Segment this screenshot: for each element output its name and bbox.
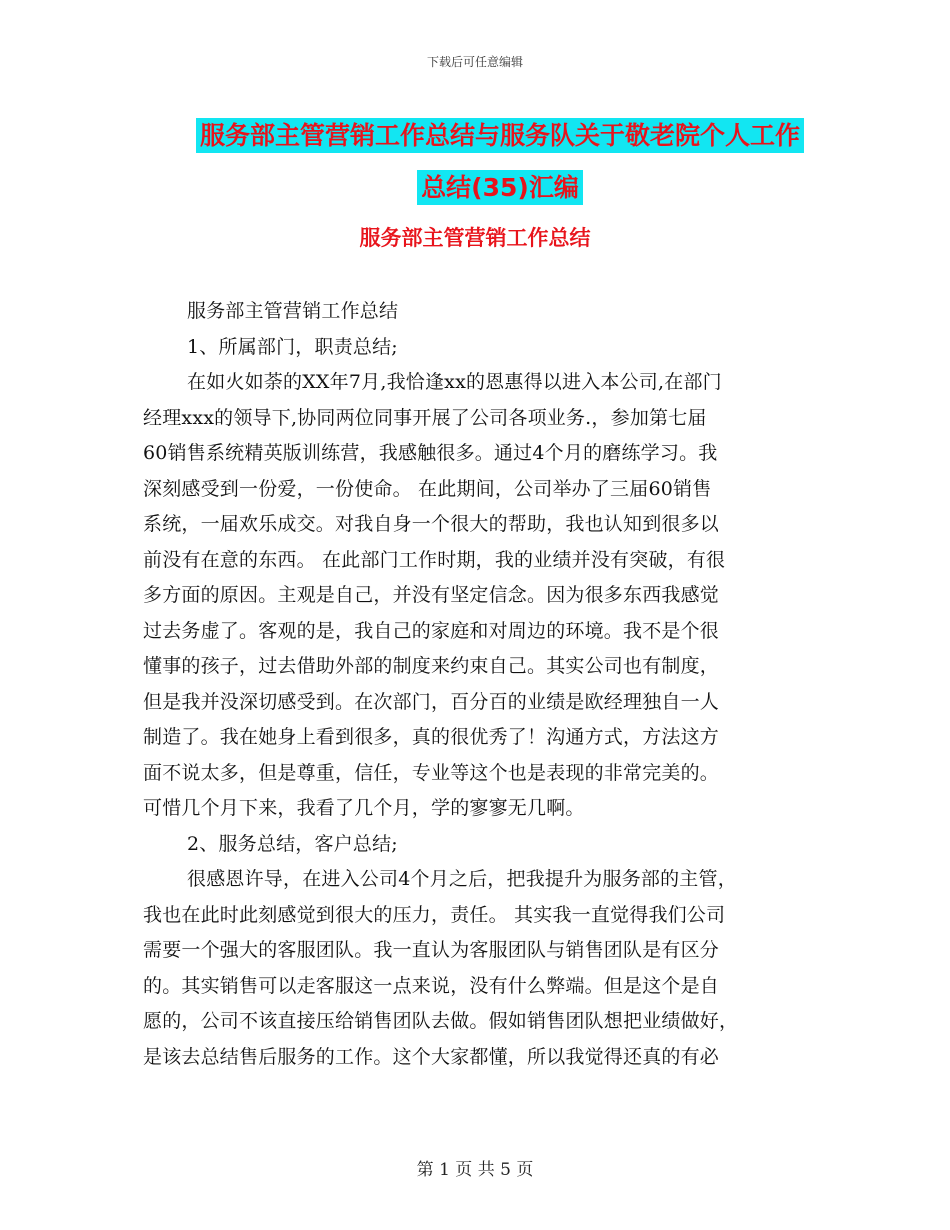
body-line: 懂事的孩子，过去借助外部的制度来约束自己。其实公司也有制度， [143,655,720,677]
body-line: 多方面的原因。主观是自己，并没有坚定信念。因为很多东西我感觉 [143,584,720,606]
body-line: 很感恩许导，在进入公司4个月之后，把我提升为服务部的主管， [187,868,737,890]
body-line: 但是我并没深切感受到。在次部门，百分百的业绩是欧经理独自一人 [143,690,720,713]
document-title-text: 服务部主管营销工作总结与服务队关于敬老院个人工作总结(35)汇编 [196,118,804,205]
body-line: 在如火如荼的XX年7月,我恰逢xx的恩惠得以进入本公司,在部门 [187,371,722,393]
body-line: 2、服务总结，客户总结; [187,832,398,855]
body-line: 深刻感受到一份爱，一份使命。 在此期间，公司举办了三届60销售 [143,477,712,500]
body-line: 需要一个强大的客服团队。我一直认为客服团队与销售团队是有区分 [143,939,720,961]
section-title: 服务部主管营销工作总结 [359,226,591,250]
document-body [143,294,808,1075]
body-line: 我也在此时此刻感觉到很大的压力，责任。 其实我一直觉得我们公司 [143,903,726,926]
body-line: 系统，一届欢乐成交。对我自身一个很大的帮助，我也认知到很多以 [143,513,720,535]
body-line: 愿的，公司不该直接压给销售团队去做。假如销售团队想把业绩做好， [143,1010,739,1032]
page-footer: 第 1 页 共 5 页 [416,1160,534,1180]
body-line: 可惜几个月下来，我看了几个月，学的寥寥无几啊。 [143,797,585,819]
body-line: 经理xxx的领导下,协同两位同事开展了公司各项业务.，参加第七届 [143,406,707,429]
body-line: 服务部主管营销工作总结 [187,300,399,322]
body-line: 制造了。我在她身上看到很多，真的很优秀了！沟通方式，方法这方 [143,726,720,748]
body-line: 60销售系统精英版训练营，我感触很多。通过4个月的磨练学习。我 [143,442,718,464]
body-line: 面不说太多，但是尊重，信任，专业等这个也是表现的非常完美的。 [143,761,720,784]
body-line: 前没有在意的东西。 在此部门工作时期，我的业绩并没有突破，有很 [143,548,726,571]
body-line: 过去务虚了。客观的是，我自己的家庭和对周边的环境。我不是个很 [143,619,720,642]
document-title [190,110,810,214]
body-line: 的。其实销售可以走客服这一点来说，没有什么弊端。但是这个是自 [143,974,720,997]
body-line: 是该去总结售后服务的工作。这个大家都懂，所以我觉得还真的有必 [143,1045,720,1068]
page-header: 下载后可任意编辑 [426,55,523,69]
body-line: 1、所属部门，职责总结; [187,335,398,358]
